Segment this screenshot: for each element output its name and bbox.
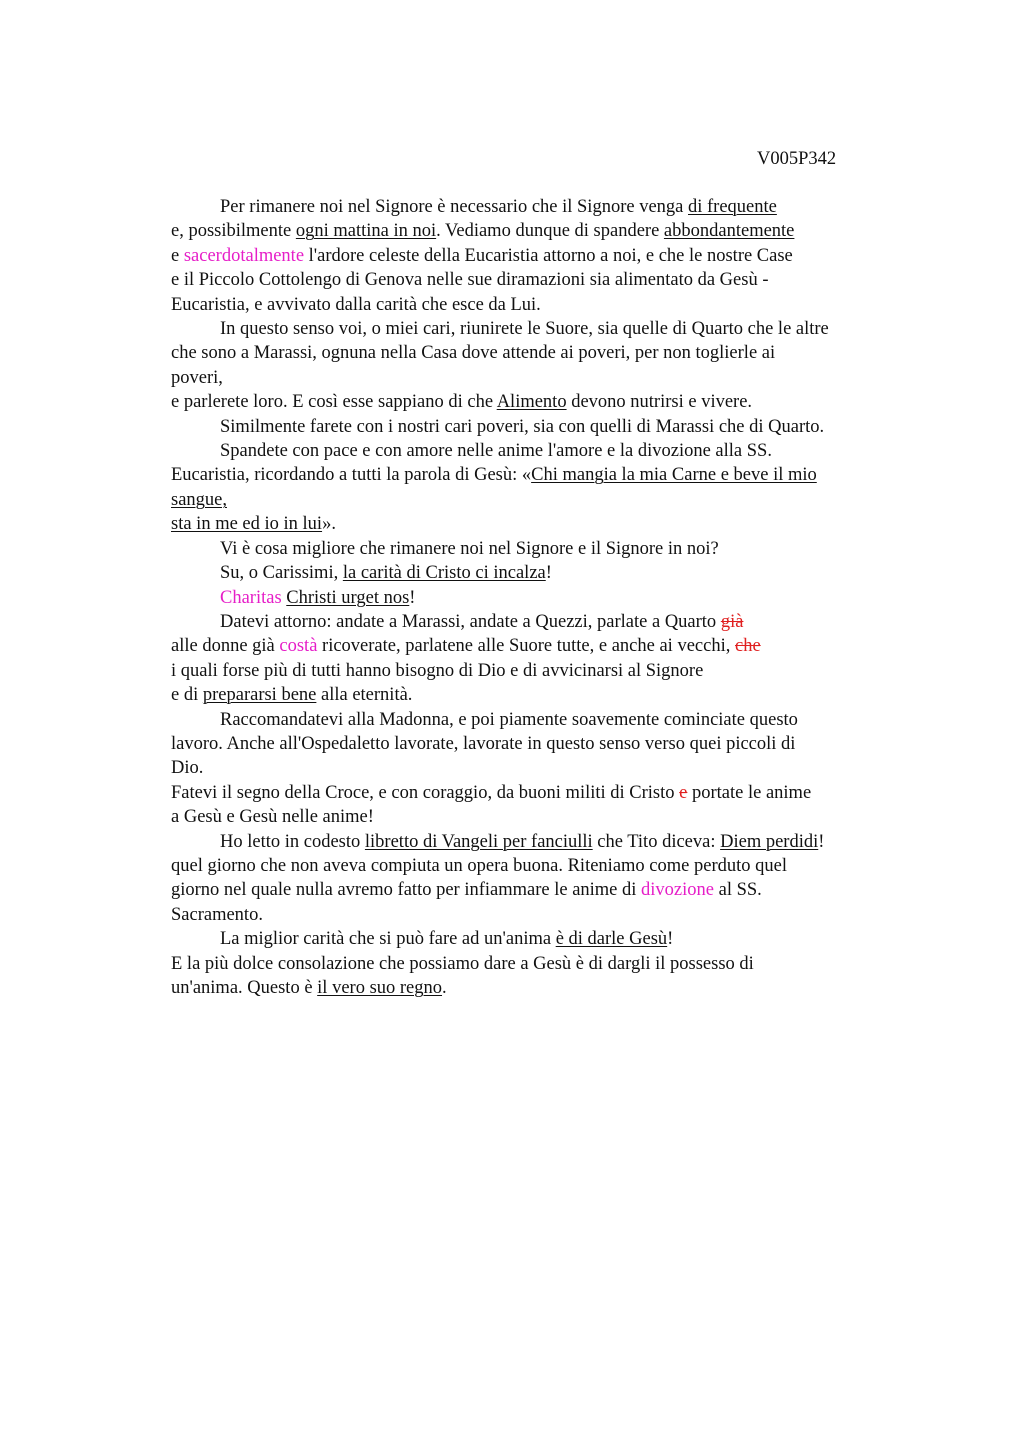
letter-body	[171, 195, 911, 1000]
text-line: Raccomandatevi alla Madonna, e poi piamente soavemente cominciate questo	[220, 709, 798, 730]
page-code: V005P342	[757, 149, 837, 169]
text-line: Eucaristia, e avvivato dalla carità che esce da Lui.	[171, 294, 541, 315]
text-line: In questo senso voi, o miei cari, riunirete le Suore, sia quelle di Quarto che le altre	[220, 319, 829, 340]
text-line: sangue,	[171, 489, 227, 510]
text-line: poveri,	[171, 367, 223, 388]
text-line: Dio.	[171, 758, 204, 779]
text-line: e, possibilmente ogni mattina in noi. Vediamo dunque di spandere abbondantemente	[171, 221, 795, 242]
text-line: lavoro. Anche all'Ospedaletto lavorate, lavorate in questo senso verso quei piccoli di	[171, 733, 796, 754]
text-line: i quali forse più di tutti hanno bisogno di Dio e di avvicinarsi al Signore	[171, 660, 704, 681]
text-line: Per rimanere noi nel Signore è necessario che il Signore venga di frequente	[220, 197, 777, 217]
text-line: Fatevi il segno della Croce, e con coraggio, da buoni militi di Cristo e portate le anime	[171, 782, 812, 803]
text-line: Similmente farete con i nostri cari poveri, sia con quelli di Marassi che di Quarto.	[220, 416, 825, 437]
text-line: un'anima. Questo è il vero suo regno.	[171, 978, 447, 998]
text-line: E la più dolce consolazione che possiamo dare a Gesù è di dargli il possesso di	[171, 953, 754, 974]
text-line: a Gesù e Gesù nelle anime!	[171, 807, 374, 828]
text-line: Charitas Christi urget nos!	[220, 587, 416, 608]
text-line: e sacerdotalmente l'ardore celeste della Eucaristia attorno a noi, e che le nostre Case	[171, 245, 793, 266]
text-line: giorno nel quale nulla avremo fatto per infiammare le anime di divozione al SS.	[171, 880, 762, 901]
text-line: sta in me ed io in lui».	[171, 514, 336, 535]
text-line: La miglior carità che si può fare ad un'anima è di darle Gesù!	[220, 929, 674, 950]
text-line: Eucaristia, ricordando a tutti la parola di Gesù: «Chi mangia la mia Carne e beve il mio	[171, 465, 817, 486]
text-line: quel giorno che non aveva compiuta un opera buona. Riteniamo come perduto quel	[171, 855, 787, 876]
text-line: Ho letto in codesto libretto di Vangeli per fanciulli che Tito diceva: Diem perdidi!	[220, 831, 825, 852]
text-line: Vi è cosa migliore che rimanere noi nel Signore e il Signore in noi?	[220, 538, 719, 559]
text-line: e il Piccolo Cottolengo di Genova nelle sue diramazioni sia alimentato da Gesù -	[171, 270, 769, 291]
text-line: e parlerete loro. E così esse sappiano di che Alimento devono nutrirsi e vivere.	[171, 392, 753, 413]
text-line: Sacramento.	[171, 904, 263, 925]
text-line: Su, o Carissimi, la carità di Cristo ci incalza!	[220, 563, 552, 584]
text-line: alle donne già costà ricoverate, parlatene alle Suore tutte, e anche ai vecchi, che	[171, 636, 761, 657]
text-line: che sono a Marassi, ognuna nella Casa dove attende ai poveri, per non toglierle ai	[171, 343, 776, 364]
text-line: Spandete con pace e con amore nelle anime l'amore e la divozione alla SS.	[220, 441, 772, 462]
text-line: e di prepararsi bene alla eternità.	[171, 685, 413, 706]
text-line: Datevi attorno: andate a Marassi, andate a Quezzi, parlate a Quarto già	[220, 611, 744, 632]
